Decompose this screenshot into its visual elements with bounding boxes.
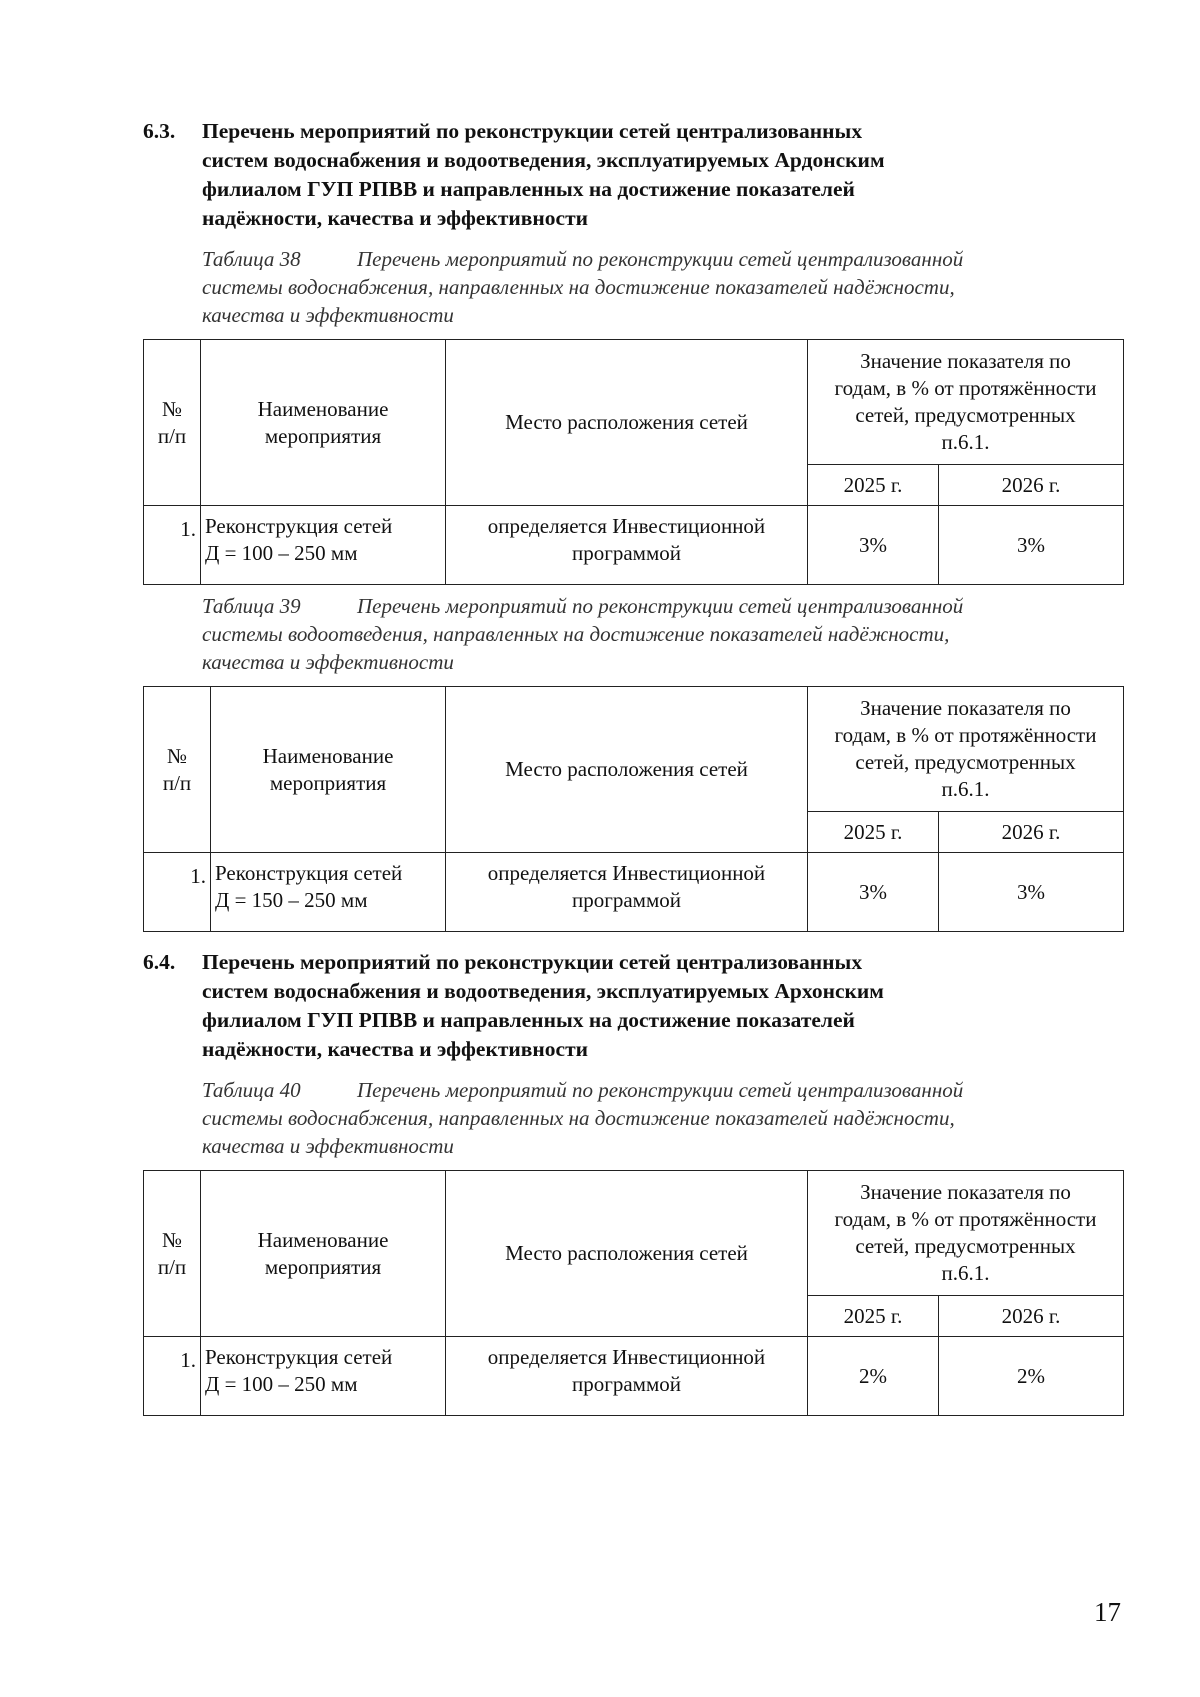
caption-line: качества и эффективности xyxy=(202,650,454,674)
heading-line: Перечень мероприятий по реконструкции сетей централизованных xyxy=(202,950,863,974)
caption-line: Перечень мероприятий по реконструкции сетей централизованной xyxy=(357,247,964,271)
page-number: 17 xyxy=(1094,1597,1121,1627)
header-year-2026: 2026 г. xyxy=(939,1296,1124,1337)
header-num: № п/п xyxy=(144,687,211,853)
caption-line: Перечень мероприятий по реконструкции сетей централизованной xyxy=(357,1078,964,1102)
header-num: № п/п xyxy=(144,340,201,506)
heading-line: надёжности, качества и эффективности xyxy=(202,206,589,230)
header-year-2025: 2025 г. xyxy=(808,1296,939,1337)
table-row xyxy=(144,1337,1124,1416)
row-value-2026: 3% xyxy=(939,506,1124,585)
row-location: определяется Инвестиционной программой xyxy=(446,853,808,932)
heading-line: Перечень мероприятий по реконструкции сетей централизованных xyxy=(202,119,863,143)
header-value: Значение показателя по годам, в % от протяжённости сетей, предусмотренных п.6.1. xyxy=(808,1171,1124,1296)
header-location: Место расположения сетей xyxy=(446,340,808,506)
row-location: определяется Инвестиционной программой xyxy=(446,1337,808,1416)
row-num: 1. xyxy=(144,506,201,585)
row-value-2026: 3% xyxy=(939,853,1124,932)
table-39 xyxy=(143,686,1124,932)
header-location: Место расположения сетей xyxy=(446,687,808,853)
section-heading-6-3 xyxy=(143,117,1073,233)
caption-line: системы водоотведения, направленных на достижение показателей надёжности, xyxy=(202,622,950,646)
row-value-2025: 2% xyxy=(808,1337,939,1416)
table-caption-40 xyxy=(202,1076,1082,1160)
table-caption-38 xyxy=(202,245,1082,329)
row-name: Реконструкция сетей Д = 100 – 250 мм xyxy=(201,1337,446,1416)
heading-line: надёжности, качества и эффективности xyxy=(202,1037,589,1061)
row-num: 1. xyxy=(144,1337,201,1416)
row-name: Реконструкция сетей Д = 150 – 250 мм xyxy=(211,853,446,932)
heading-line: филиалом ГУП РПВВ и направленных на достижение показателей xyxy=(202,1008,855,1032)
row-value-2026: 2% xyxy=(939,1337,1124,1416)
row-value-2025: 3% xyxy=(808,506,939,585)
header-year-2025: 2025 г. xyxy=(808,812,939,853)
row-location: определяется Инвестиционной программой xyxy=(446,506,808,585)
header-value: Значение показателя по годам, в % от протяжённости сетей, предусмотренных п.6.1. xyxy=(808,340,1124,465)
caption-label: Таблица 39 xyxy=(202,594,301,618)
caption-line: качества и эффективности xyxy=(202,1134,454,1158)
heading-line: систем водоснабжения и водоотведения, эксплуатируемых Ардонским xyxy=(202,148,885,172)
table-caption-39 xyxy=(202,592,1082,676)
header-value: Значение показателя по годам, в % от протяжённости сетей, предусмотренных п.6.1. xyxy=(808,687,1124,812)
row-value-2025: 3% xyxy=(808,853,939,932)
row-name: Реконструкция сетей Д = 100 – 250 мм xyxy=(201,506,446,585)
header-year-2026: 2026 г. xyxy=(939,812,1124,853)
row-num: 1. xyxy=(144,853,211,932)
header-year-2025: 2025 г. xyxy=(808,465,939,506)
table-row xyxy=(144,853,1124,932)
header-name: Наименование мероприятия xyxy=(201,340,446,506)
section-number: 6.3. xyxy=(143,119,176,143)
header-year-2026: 2026 г. xyxy=(939,465,1124,506)
caption-line: качества и эффективности xyxy=(202,303,454,327)
caption-line: Перечень мероприятий по реконструкции сетей централизованной xyxy=(357,594,964,618)
section-heading-6-4 xyxy=(143,948,1073,1064)
table-40 xyxy=(143,1170,1124,1416)
header-location: Место расположения сетей xyxy=(446,1171,808,1337)
header-name: Наименование мероприятия xyxy=(211,687,446,853)
caption-label: Таблица 40 xyxy=(202,1078,301,1102)
heading-line: систем водоснабжения и водоотведения, эксплуатируемых Архонским xyxy=(202,979,884,1003)
header-name: Наименование мероприятия xyxy=(201,1171,446,1337)
caption-line: системы водоснабжения, направленных на достижение показателей надёжности, xyxy=(202,1106,955,1130)
table-38 xyxy=(143,339,1124,585)
caption-line: системы водоснабжения, направленных на достижение показателей надёжности, xyxy=(202,275,955,299)
header-num: № п/п xyxy=(144,1171,201,1337)
table-row xyxy=(144,506,1124,585)
heading-line: филиалом ГУП РПВВ и направленных на достижение показателей xyxy=(202,177,855,201)
caption-label: Таблица 38 xyxy=(202,247,301,271)
section-number: 6.4. xyxy=(143,950,176,974)
